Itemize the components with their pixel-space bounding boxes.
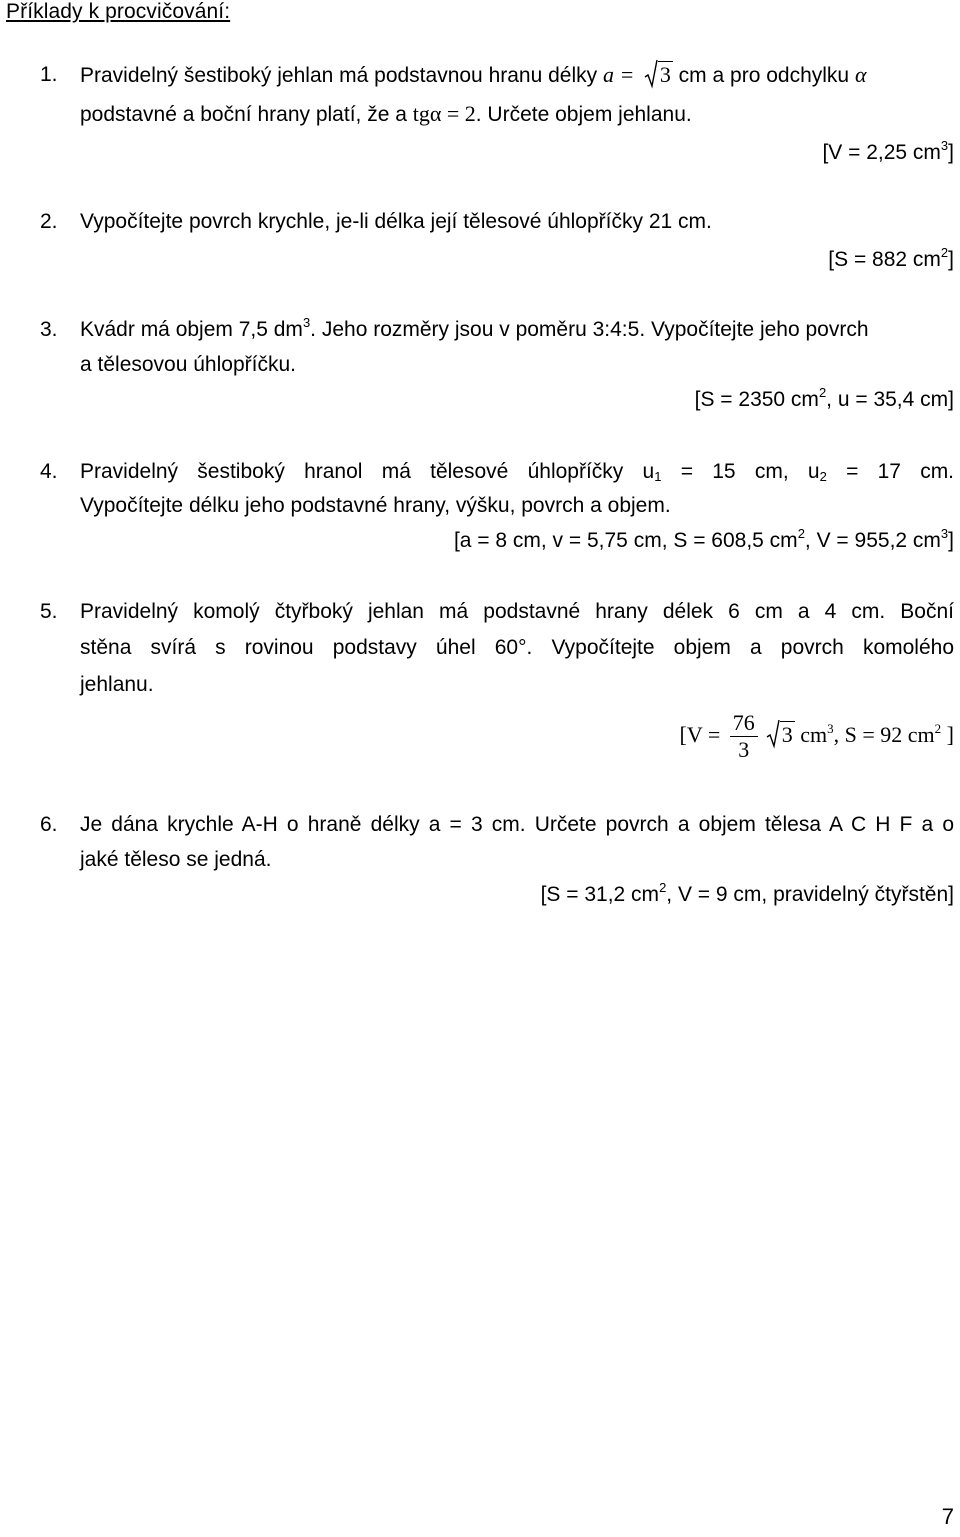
math-expression: tgα = 2 (412, 101, 476, 126)
exercise-number: 5. (40, 600, 58, 623)
math-expression: a = (602, 62, 640, 87)
fraction: $\frac{76}{3}$ (730, 710, 758, 763)
exercise-number: 1. (40, 63, 58, 86)
answer-2: [S = 882 $cm^2$] (828, 245, 954, 271)
page-number: 7 (941, 1504, 954, 1529)
sqrt-expression: 3 (644, 61, 673, 89)
answer-1: [V = 2,25 $cm^3$] (822, 138, 954, 164)
radical-sign-icon (644, 59, 658, 89)
exercise-number: 3. (40, 318, 58, 341)
answer-4: [a = 8 cm, v = 5,75 cm, S = 608,5 $cm^2$, V = 955,2 $cm^3$] (453, 526, 954, 552)
radical-sign-icon (766, 719, 780, 749)
sqrt-expression: 3 (766, 721, 795, 749)
answer-5: [V = $\frac{76}{3}$ 3 $cm^3$, S = 92 $cm^2$ ] (679, 710, 954, 763)
exercise-number: 4. (40, 460, 58, 483)
exercise-text: Kvádr má objem 7,5 $dm^3$. Jeho rozměry jsou v poměru 3:4:5. Vypočítejte jeho povrch (80, 315, 869, 341)
answer-3: [S = 2350 $cm^2$, u = 35,4 cm] (694, 385, 954, 411)
exercise-text: Pravidelný šestiboký jehlan má podstavnou hranu délky a = 3 cm a pro odchylku α (80, 61, 867, 90)
exercise-text: Pravidelný komolý čtyřboký jehlan má podstavné hrany délek 6 cm a 4 cm. Boční (80, 600, 954, 623)
exercise-number: 2. (40, 210, 58, 233)
exercise-number: 6. (40, 813, 58, 836)
exercise-text: Pravidelný šestiboký hranol má tělesové úhlopříčky $u_1 = 15$ cm, $u_2 = 17$ cm. (80, 460, 955, 484)
answer-6: [S = 31,2 $cm^2$, V = 9 cm, pravidelný čtyřstěn] (540, 880, 954, 906)
page-heading: Příklady k procvičování: (6, 0, 231, 23)
exercise-text: Vypočítejte povrch krychle, je-li délka její tělesové úhlopříčky 21 cm. (80, 210, 712, 233)
exercise-text: Je dána krychle A-H o hraně délky a = 3 cm. Určete povrch a objem tělesa A C H F a o (80, 813, 954, 836)
